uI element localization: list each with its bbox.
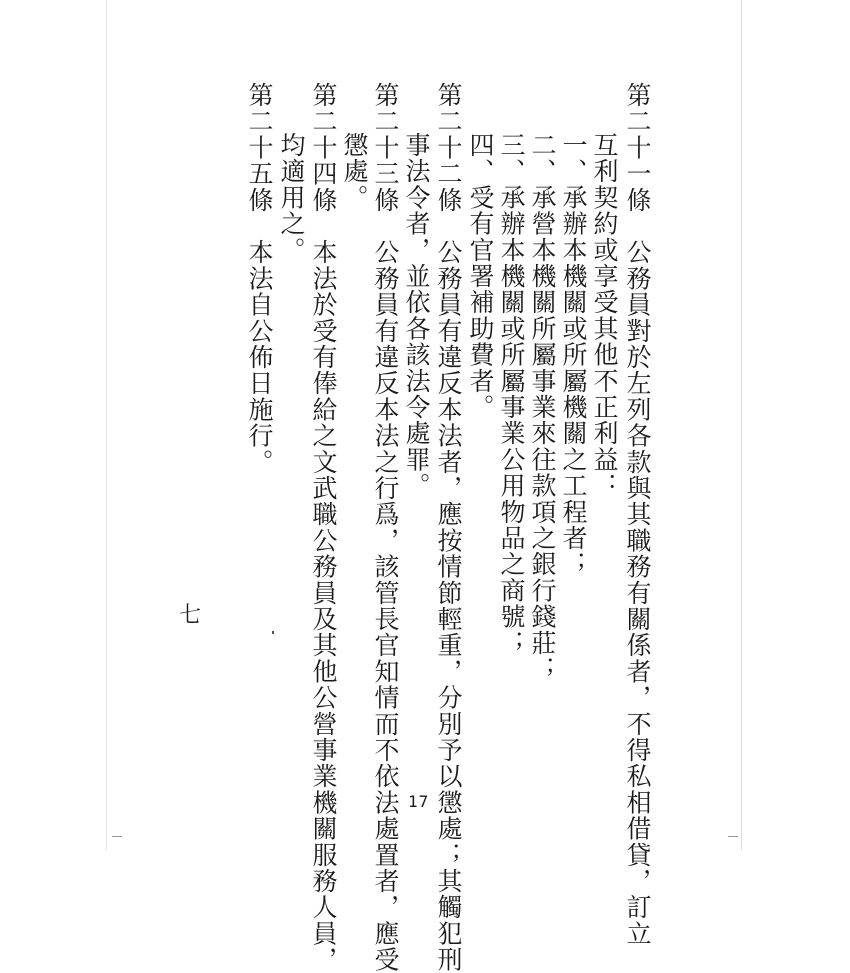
article-24-heading: 第二十四條 本法於受有俸給之文武職公務員及其他公營事業機關服務人員， [309, 82, 338, 973]
article-21-item-1: 一、承辦本機關或所屬機關之工程者； [559, 132, 588, 578]
article-23-heading: 第二十三條 公務員有違反本法之行爲，該管長官知情而不依法處置者，應受 [371, 82, 400, 973]
scan-speck [272, 631, 274, 634]
folio-number: 七 [179, 603, 202, 628]
crop-mark-left [112, 836, 122, 837]
article-22-heading: 第二十二條 公務員有違反本法者，應按情節輕重，分別予以懲處；其觸犯刑 [434, 82, 463, 973]
article-21-item-4: 四、受有官署補助費者。 [466, 132, 495, 421]
page-edge-right [741, 0, 742, 850]
article-21-item-3: 三、承辦本機關或所屬事業公用物品之商號； [497, 132, 526, 656]
article-22-continuation: 事法令者，並依各該法令處罪。 [402, 132, 431, 499]
article-21-continuation: 互利契約或享受其他不正利益： [590, 132, 619, 499]
article-21-item-2: 二、承營本機關所屬事業來往款項之銀行錢莊； [528, 132, 557, 683]
page-number: 17 [408, 792, 430, 811]
article-25-heading: 第二十五條 本法自公佈日施行。 [245, 82, 274, 475]
page-edge-left [106, 0, 107, 850]
crop-mark-right [728, 836, 738, 837]
article-23-continuation: 懲處。 [340, 132, 369, 211]
article-24-continuation: 均適用之。 [277, 132, 306, 263]
article-21-heading: 第二十一條 公務員對於左列各款與其職務有關係者，不得私相借貸，訂立 [623, 82, 652, 947]
